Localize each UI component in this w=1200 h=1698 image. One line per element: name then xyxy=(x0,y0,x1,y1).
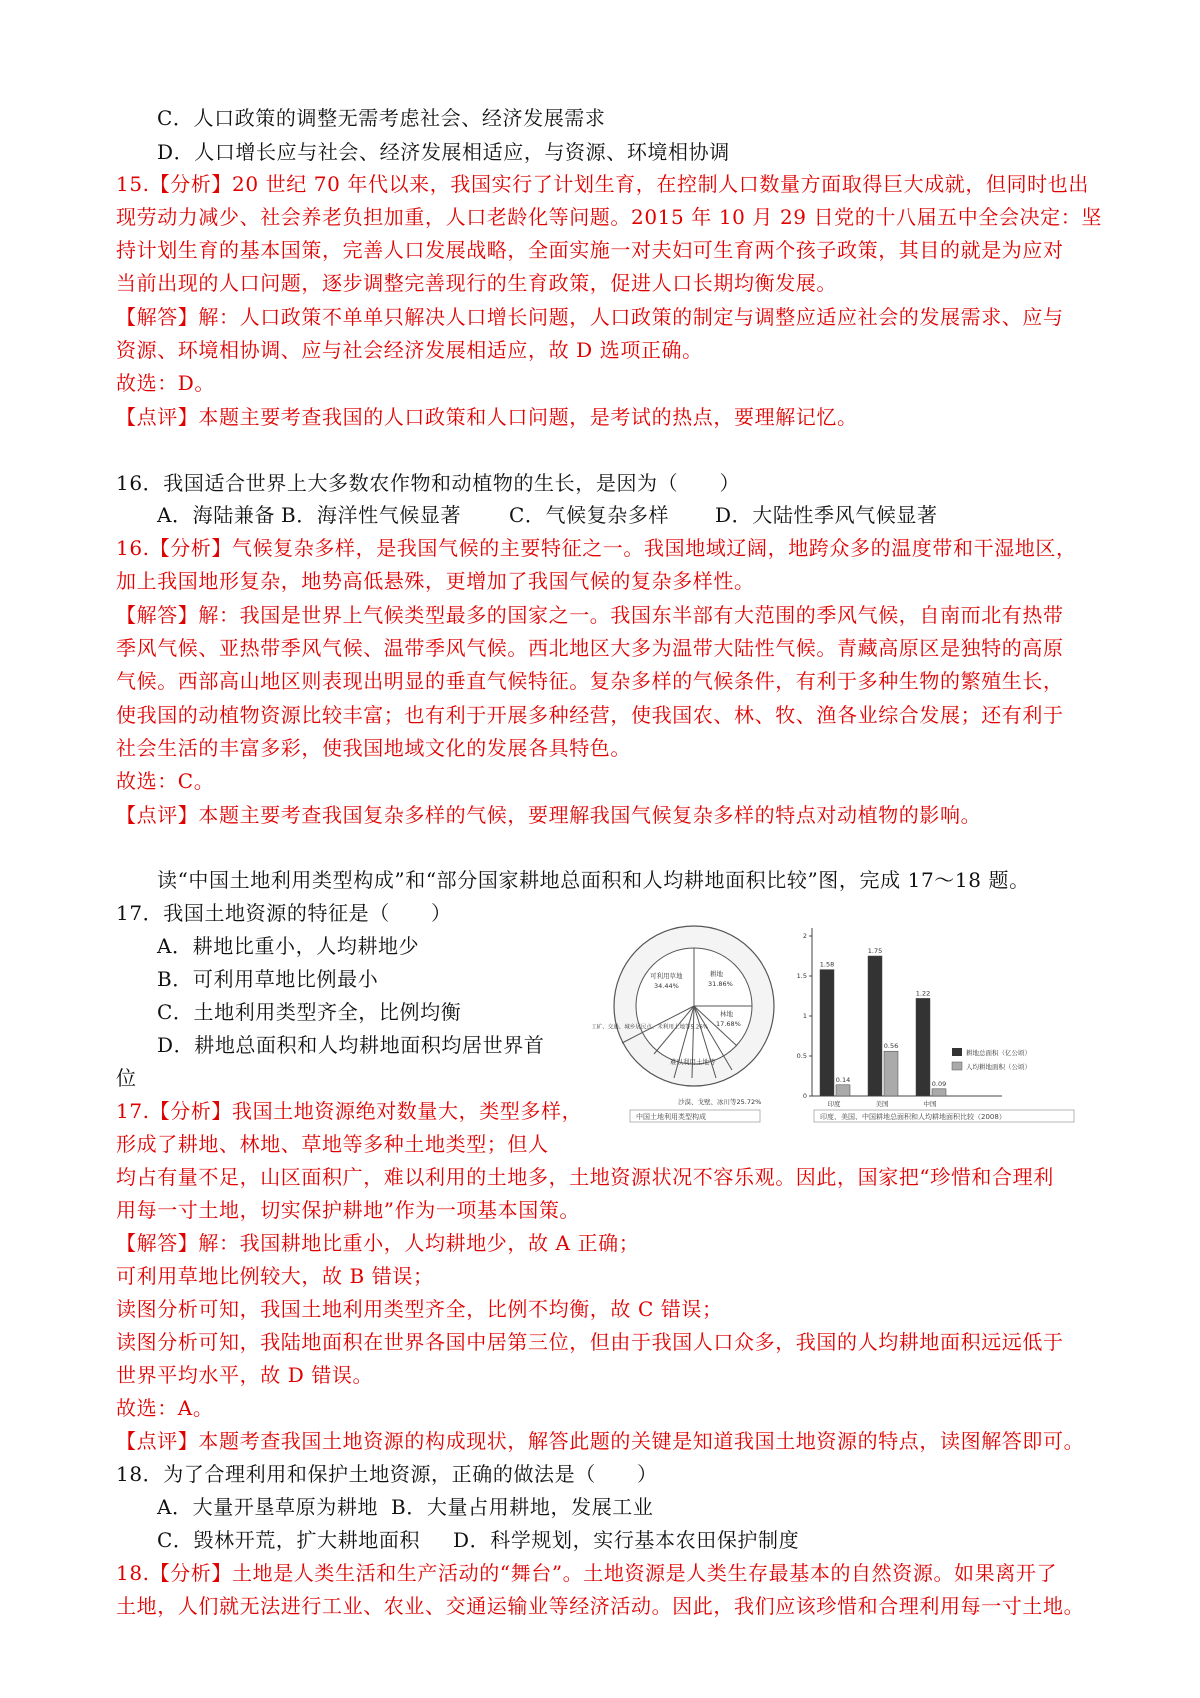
pie-value-grassland: 34.44% xyxy=(654,982,679,990)
pie-label-industrial: 工矿、交通、城乡居民点、未利用土地等5.26% xyxy=(592,1024,709,1031)
q14-option-c: C．人口政策的调整无需考虑社会、经济发展需求 xyxy=(157,106,606,130)
q17-option-d: D．耕地总面积和人均耕地面积均居世界首 xyxy=(157,1033,545,1057)
q17-option-a: A．耕地比重小，人均耕地少 xyxy=(157,934,420,958)
x-category-label: 中国 xyxy=(923,1100,937,1108)
q17-analysis-line: 用每一寸土地，切实保护耕地”作为一项基本国策。 xyxy=(116,1198,581,1222)
q15-analysis: 15.【分析】20 世纪 70 年代以来，我国实行了计划生育，在控制人口数量方面取得巨大成就，但同时也出 xyxy=(116,172,1089,196)
pie-label-forest: 林地 xyxy=(720,1010,733,1018)
q17-analysis-line: 形成了耕地、林地、草地等多种土地类型；但人 xyxy=(116,1132,549,1156)
legend-swatch-total xyxy=(952,1048,962,1056)
pie-value-farmland: 31.86% xyxy=(708,980,733,988)
bar-chart xyxy=(797,928,1074,1122)
figure-svg xyxy=(592,918,1092,1130)
y-tick-label: 0.5 xyxy=(796,1052,807,1060)
q17-comment: 【点评】本题考查我国土地资源的构成现状，解答此题的关键是知道我国土地资源的特点，读图解答即可。 xyxy=(116,1429,1085,1453)
x-category-label: 美国 xyxy=(875,1100,889,1108)
q16-analysis-line: 加上我国地形复杂，地势高低悬殊，更增加了我国气候的复杂多样性。 xyxy=(116,569,755,593)
q17-choice: 故选：A。 xyxy=(116,1396,214,1420)
q18-analysis-line: 土地，人们就无法进行工业、农业、交通运输业等经济活动。因此，我们应该珍惜和合理利用每一寸土地。 xyxy=(116,1594,1085,1618)
q15-answer: 【解答】解：人口政策不单单只解决人口增长问题，人口政策的制定与调整应适应社会的发展需求、应与 xyxy=(116,305,1064,329)
bar-value-label: 1.22 xyxy=(915,989,931,998)
q17-option-b: B．可利用草地比例最小 xyxy=(157,967,379,991)
q16-option-b: B．海洋性气候显著 xyxy=(281,503,462,527)
q15-comment: 【点评】本题主要考查我国的人口政策和人口问题，是考试的热点，要理解记忆。 xyxy=(116,405,858,429)
bar-per-capita xyxy=(836,1085,850,1096)
q16-answer: 【解答】解：我国是世界上气候类型最多的国家之一。我国东半部有大范围的季风气候，自南而北有热带 xyxy=(116,603,1064,627)
bar-per-capita xyxy=(932,1089,946,1096)
y-tick-label: 1.5 xyxy=(796,972,807,980)
q18-options-row2 xyxy=(157,1523,1147,1557)
y-tick-label: 2 xyxy=(802,932,807,940)
bar-per-capita xyxy=(884,1051,898,1096)
q17-analysis-line: 均占有量不足，山区面积广，难以利用的土地多，土地资源状况不容乐观。因此，国家把“珍惜和合理利 xyxy=(116,1165,1054,1189)
q16-option-d: D．大陆性季风气候显著 xyxy=(715,503,938,527)
q15-analysis-line: 当前出现的人口问题，逐步调整完善现行的生育政策，促进人口长期均衡发展。 xyxy=(116,271,837,295)
q16-answer-line: 使我国的动植物资源比较丰富；也有利于开展多种经营，使我国农、林、牧、渔各业综合发展；还有利于 xyxy=(116,703,1064,727)
pie-label-farmland: 耕地 xyxy=(710,970,723,978)
q17-option-d-wrap: 位 xyxy=(116,1066,137,1090)
q16-options xyxy=(157,498,1147,532)
pie-caption: 中国土地利用类型构成 xyxy=(636,1113,706,1121)
bar-value-label: 1.75 xyxy=(867,947,883,955)
q15-analysis-line: 现劳动力减少、社会养老负担加重，人口老龄化等问题。2015 年 10 月 29 日党的十八届五中全会决定：坚 xyxy=(116,205,1102,229)
q17-18-instruction: 读“中国土地利用类型构成”和“部分国家耕地总面积和人均耕地面积比较”图，完成 17～18 题。 xyxy=(157,868,1030,892)
q16-analysis: 16.【分析】气候复杂多样，是我国气候的主要特征之一。我国地域辽阔，地跨众多的温度带和干湿地区， xyxy=(116,536,1077,560)
pie-label-unused: 难以利用土地等 xyxy=(670,1058,716,1066)
q18-analysis: 18.【分析】土地是人类生活和生产活动的“舞台”。土地资源是人类生存最基本的自然资源。如果离开了 xyxy=(116,1561,1058,1585)
q17-stem: 17．我国土地资源的特征是（ ） xyxy=(116,901,452,925)
q17-answer: 【解答】解：我国耕地比重小，人均耕地少，故 A 正确； xyxy=(116,1231,640,1255)
bar-value-label: 0.14 xyxy=(835,1075,851,1084)
bar-total xyxy=(916,998,930,1096)
y-tick-label: 0 xyxy=(802,1092,807,1100)
legend-per-capita: 人均耕地面积（公顷） xyxy=(966,1063,1031,1071)
x-category-label: 印度 xyxy=(827,1100,841,1108)
q16-option-a: A．海陆兼备 xyxy=(157,503,276,527)
legend-swatch-per-capita xyxy=(952,1062,962,1070)
bar-total xyxy=(820,970,834,1096)
q16-answer-line: 气候。西部高山地区则表现出明显的垂直气候特征。复杂多样的气候条件，有利于多种生物的繁殖生长， xyxy=(116,669,1064,693)
pie-value-forest: 17.68% xyxy=(716,1020,741,1028)
q15-answer-line: 资源、环境相协调、应与社会经济发展相适应，故 D 选项正确。 xyxy=(116,338,703,362)
q17-analysis: 17.【分析】我国土地资源绝对数量大，类型多样， xyxy=(116,1099,583,1123)
q18-option-a: A．大量开垦草原为耕地 xyxy=(157,1495,379,1519)
q16-answer-line: 季风气候、亚热带季风气候、温带季风气候。西北地区大多为温带大陆性气候。青藏高原区是独特的高原 xyxy=(116,636,1064,660)
bar-value-label: 1.58 xyxy=(819,960,835,969)
q18-options-row1 xyxy=(157,1490,1147,1524)
bar-value-label: 0.09 xyxy=(931,1079,947,1088)
q17-option-c: C．土地利用类型齐全，比例均衡 xyxy=(157,1000,462,1024)
q16-answer-line: 社会生活的丰富多彩，使我国地域文化的发展各具特色。 xyxy=(116,736,631,760)
q18-option-d: D．科学规划，实行基本农田保护制度 xyxy=(453,1528,800,1552)
q15-choice: 故选：D。 xyxy=(116,371,216,395)
legend-total: 耕地总面积（亿公顷） xyxy=(966,1049,1031,1057)
q18-option-b: B．大量占用耕地，发展工业 xyxy=(391,1495,654,1519)
q18-option-c: C．毁林开荒，扩大耕地面积 xyxy=(157,1528,421,1552)
q15-analysis-line: 持计划生育的基本国策，完善人口发展战略，全面实施一对夫妇可生育两个孩子政策，其目的就是为应对 xyxy=(116,238,1064,262)
q16-option-c: C．气候复杂多样 xyxy=(509,503,670,527)
q18-stem: 18．为了合理利用和保护土地资源，正确的做法是（ ） xyxy=(116,1462,658,1486)
bar-value-label: 0.56 xyxy=(883,1042,899,1051)
pie-label-grassland: 可利用草地 xyxy=(650,972,683,980)
bar-caption: 印度、美国、中国耕地总面积和人均耕地面积比较（2008） xyxy=(820,1113,1006,1121)
q17-answer-line: 读图分析可知，我陆地面积在世界各国中居第三位，但由于我国人口众多，我国的人均耕地面积远远低于 xyxy=(116,1330,1064,1354)
land-use-figure xyxy=(592,918,1092,1130)
q16-stem: 16．我国适合世界上大多数农作物和动植物的生长，是因为（ ） xyxy=(116,471,741,495)
q17-answer-line: 可利用草地比例较大，故 B 错误； xyxy=(116,1264,434,1288)
pie-label-desert: 沙漠、戈壁、冰川等25.72% xyxy=(678,1098,762,1106)
q14-option-d: D．人口增长应与社会、经济发展相适应，与资源、环境相协调 xyxy=(157,140,730,164)
pie-chart xyxy=(592,926,774,1122)
y-tick-label: 1 xyxy=(802,1012,807,1020)
q17-answer-line: 读图分析可知，我国土地利用类型齐全，比例不均衡，故 C 错误； xyxy=(116,1297,723,1321)
q16-comment: 【点评】本题主要考查我国复杂多样的气候，要理解我国气候复杂多样的特点对动植物的影响。 xyxy=(116,803,982,827)
bar-total xyxy=(868,956,882,1096)
q17-answer-line: 世界平均水平，故 D 错误。 xyxy=(116,1363,374,1387)
q16-choice: 故选：C。 xyxy=(116,769,215,793)
